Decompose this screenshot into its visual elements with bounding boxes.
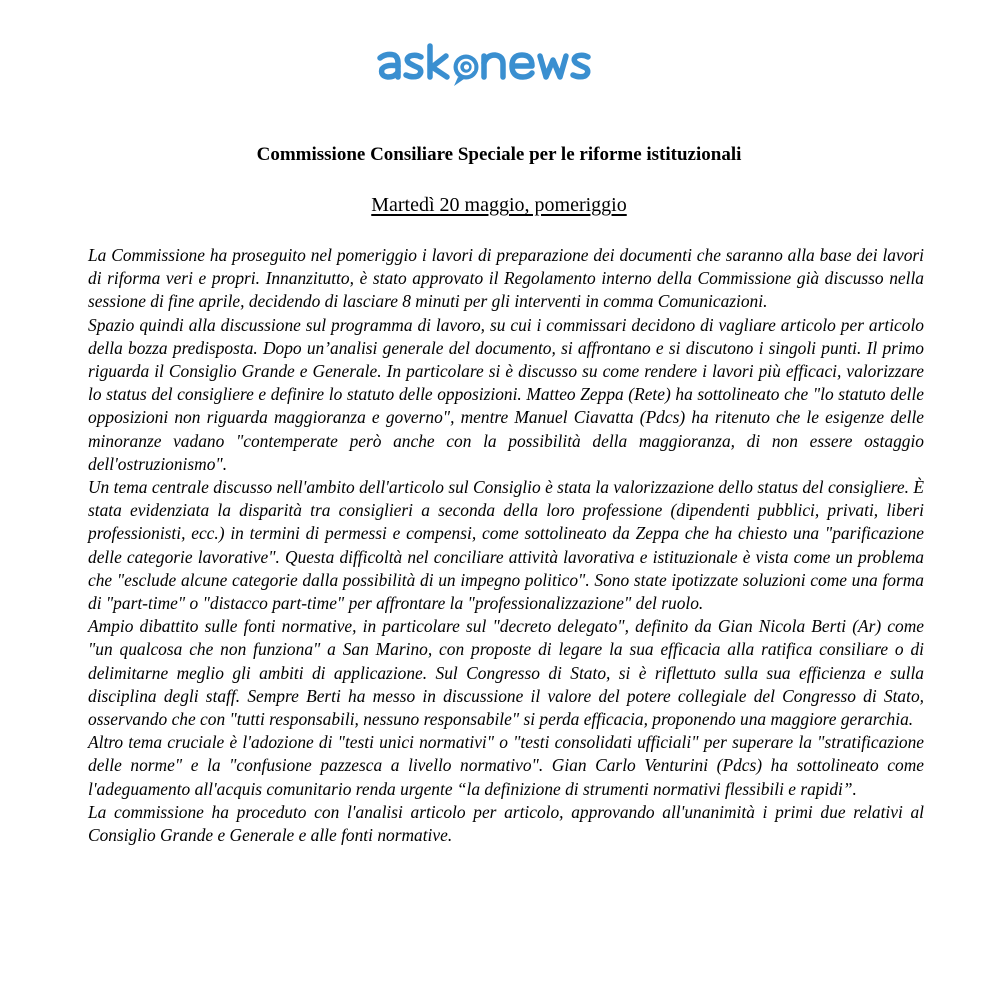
date-line-text: Martedì 20 maggio, pomeriggio: [371, 194, 627, 216]
askanews-logo-icon: [374, 36, 624, 92]
document-title: Commissione Consiliare Speciale per le riforme istituzionali: [256, 144, 742, 165]
paragraph-6: La commissione ha proceduto con l'analisi articolo per articolo, approvando all'unanimità i primi due relativi al Consiglio Grande e Generale e alle fonti normative.: [88, 801, 924, 846]
document-body: [88, 244, 924, 847]
paragraph-1: La Commissione ha proseguito nel pomeriggio i lavori di preparazione dei documenti che saranno alla base dei lavori di riforma veri e propri. Innanzitutto, è stato approvato il Regolamento interno della Commissione già discusso nella sessione di fine aprile, decidendo di lasciare 8 minuti per gli interventi in comma Comunicazioni.: [88, 245, 924, 312]
paragraph-2: Spazio quindi alla discussione sul programma di lavoro, su cui i commissari decidono di vagliare articolo per articolo della bozza predisposta. Dopo un’analisi generale del documento, si affrontano e si discutono i singoli punti. Il primo riguarda il Consiglio Grande e Generale. In particolare si è discusso su come rendere i lavori più efficaci, valorizzare lo status del consigliere e definire lo statuto delle opposizioni. Matteo Zeppa (Rete) ha sottolineato che "lo statuto delle opposizioni non riguarda maggioranza e governo", mentre Manuel Ciavatta (Pdcs) ha ritenuto che le esigenze delle minoranze vadano "contemperate però anche con la possibilità della maggioranza, di non essere ostaggio dell'ostruzionismo".: [88, 314, 924, 474]
date-line: [0, 194, 998, 217]
askanews-logo: [0, 36, 998, 96]
paragraph-3: Un tema centrale discusso nell'ambito dell'articolo sul Consiglio è stata la valorizzazione dello status del consigliere. È stata evidenziata la disparità tra consiglieri a seconda della loro professione (dipendenti pubblici, privati, liberi professionisti, ecc.) in termini di permessi e compensi, come sottolineato da Zeppa che ha chiesto una "parificazione delle categorie lavorative". Questa difficoltà nel conciliare attività lavorativa e istituzionale è vista come un problema che "esclude alcune categorie dalla possibilità di un impegno politico". Sono state ipotizzate soluzioni come una forma di "part-time" o "distacco part-time" per affrontare la "professionalizzazione" del ruolo.: [88, 477, 924, 614]
paragraph-5: Altro tema cruciale è l'adozione di "testi unici normativi" o "testi consolidati ufficiali" per superare la "stratificazione delle norme" e la "confusione pazzesca a livello normativo". Gian Carlo Venturini (Pdcs) ha sottolineato come l'adeguamento all'acquis comunitario renda urgente “la definizione di strumenti normativi flessibili e rapidi”.: [88, 732, 924, 799]
paragraph-4: Ampio dibattito sulle fonti normative, in particolare sul "decreto delegato", definito da Gian Nicola Berti (Ar) come "un qualcosa che non funziona" a San Marino, con proposte di legare la sua efficacia alla ratifica consiliare o di delimitarne meglio gli ambiti di applicazione. Sul Congresso di Stato, si è riflettuto sulla sua efficienza e sulla disciplina degli staff. Sempre Berti ha messo in discussione il valore del potere collegiale del Congresso di Stato, osservando che con "tutti responsabili, nessuno responsabile" si perda efficacia, proponendo una maggiore gerarchia.: [88, 616, 924, 730]
